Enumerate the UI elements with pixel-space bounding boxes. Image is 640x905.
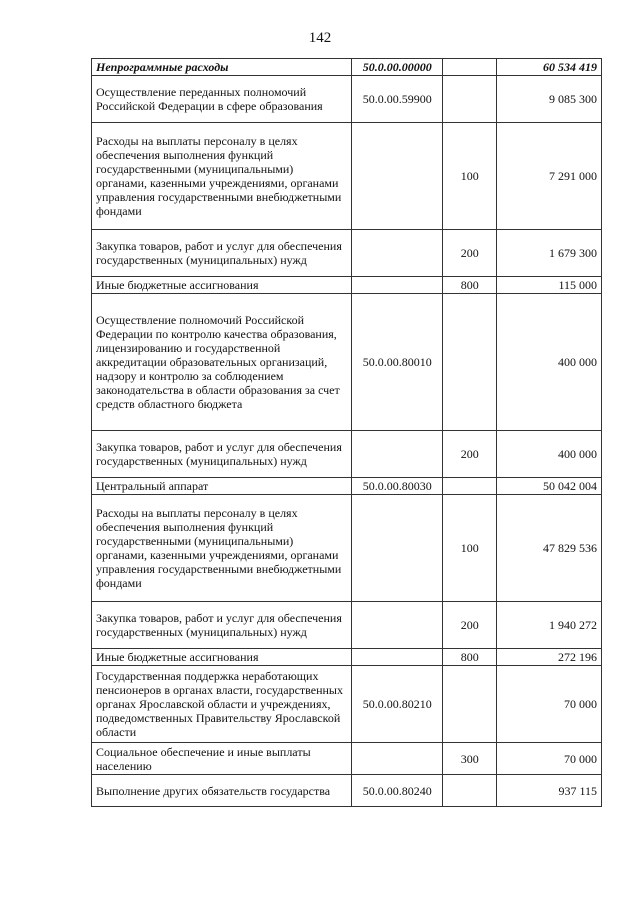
expense-type-cell [443, 478, 497, 495]
target-code-cell [352, 495, 443, 602]
amount-cell: 70 000 [497, 666, 602, 743]
amount-cell: 50 042 004 [497, 478, 602, 495]
amount-cell: 115 000 [497, 277, 602, 294]
table-row [92, 59, 602, 76]
expense-type-cell [443, 59, 497, 76]
description-cell: Расходы на выплаты персоналу в целях обеспечения выполнения функций государственными (муниципальными) органами, казенными учреждениями, органами управления государственными внебюджетными фондами [92, 123, 352, 230]
table-row [92, 666, 602, 743]
amount-cell: 400 000 [497, 431, 602, 478]
table-row [92, 123, 602, 230]
target-code-cell [352, 602, 443, 649]
description-cell: Закупка товаров, работ и услуг для обеспечения государственных (муниципальных) нужд [92, 602, 352, 649]
target-code-cell: 50.0.00.80210 [352, 666, 443, 743]
target-code-cell [352, 123, 443, 230]
target-code-cell: 50.0.00.80240 [352, 775, 443, 807]
target-code-cell [352, 431, 443, 478]
expense-type-cell [443, 76, 497, 123]
expense-type-cell: 200 [443, 602, 497, 649]
description-cell: Закупка товаров, работ и услуг для обеспечения государственных (муниципальных) нужд [92, 431, 352, 478]
table-row [92, 277, 602, 294]
expense-type-cell [443, 775, 497, 807]
table-row [92, 230, 602, 277]
expense-type-cell: 100 [443, 123, 497, 230]
expense-type-cell: 100 [443, 495, 497, 602]
amount-cell: 70 000 [497, 743, 602, 775]
description-cell: Закупка товаров, работ и услуг для обеспечения государственных (муниципальных) нужд [92, 230, 352, 277]
target-code-cell [352, 649, 443, 666]
expense-type-cell: 800 [443, 277, 497, 294]
description-cell: Непрограммные расходы [92, 59, 352, 76]
page-number: 142 [308, 30, 332, 46]
table-row [92, 649, 602, 666]
description-cell: Социальное обеспечение и иные выплаты населению [92, 743, 352, 775]
budget-table-body [92, 59, 602, 807]
amount-cell: 7 291 000 [497, 123, 602, 230]
table-row [92, 76, 602, 123]
table-row [92, 743, 602, 775]
expense-type-cell [443, 294, 497, 431]
description-cell: Выполнение других обязательств государства [92, 775, 352, 807]
target-code-cell: 50.0.00.80030 [352, 478, 443, 495]
target-code-cell: 50.0.00.59900 [352, 76, 443, 123]
amount-cell: 47 829 536 [497, 495, 602, 602]
description-cell: Государственная поддержка неработающих пенсионеров в органах власти, государственных органах Ярославской области и учреждениях, подведомственных Правительству Ярославской области [92, 666, 352, 743]
target-code-cell: 50.0.00.80010 [352, 294, 443, 431]
budget-table [91, 58, 602, 807]
description-cell: Осуществление переданных полномочий Российской Федерации в сфере образования [92, 76, 352, 123]
description-cell: Иные бюджетные ассигнования [92, 649, 352, 666]
table-row [92, 602, 602, 649]
amount-cell: 1 679 300 [497, 230, 602, 277]
amount-cell: 1 940 272 [497, 602, 602, 649]
amount-cell: 272 196 [497, 649, 602, 666]
target-code-cell [352, 743, 443, 775]
expense-type-cell: 200 [443, 431, 497, 478]
amount-cell: 400 000 [497, 294, 602, 431]
amount-cell: 60 534 419 [497, 59, 602, 76]
description-cell: Осуществление полномочий Российской Федерации по контролю качества образования, лицензированию и государственной аккредитации образовательных организаций, надзору и контролю за соблюдением законодательства в области образования за счет средств областного бюджета [92, 294, 352, 431]
table-row [92, 294, 602, 431]
expense-type-cell [443, 666, 497, 743]
table-row [92, 431, 602, 478]
expense-type-cell: 200 [443, 230, 497, 277]
expense-type-cell: 300 [443, 743, 497, 775]
table-row [92, 495, 602, 602]
amount-cell: 937 115 [497, 775, 602, 807]
description-cell: Расходы на выплаты персоналу в целях обеспечения выполнения функций государственными (муниципальными) органами, казенными учреждениями, органами управления государственными внебюджетными фондами [92, 495, 352, 602]
description-cell: Иные бюджетные ассигнования [92, 277, 352, 294]
description-cell: Центральный аппарат [92, 478, 352, 495]
target-code-cell: 50.0.00.00000 [352, 59, 443, 76]
table-row [92, 478, 602, 495]
expense-type-cell: 800 [443, 649, 497, 666]
table-row [92, 775, 602, 807]
amount-cell: 9 085 300 [497, 76, 602, 123]
target-code-cell [352, 230, 443, 277]
target-code-cell [352, 277, 443, 294]
